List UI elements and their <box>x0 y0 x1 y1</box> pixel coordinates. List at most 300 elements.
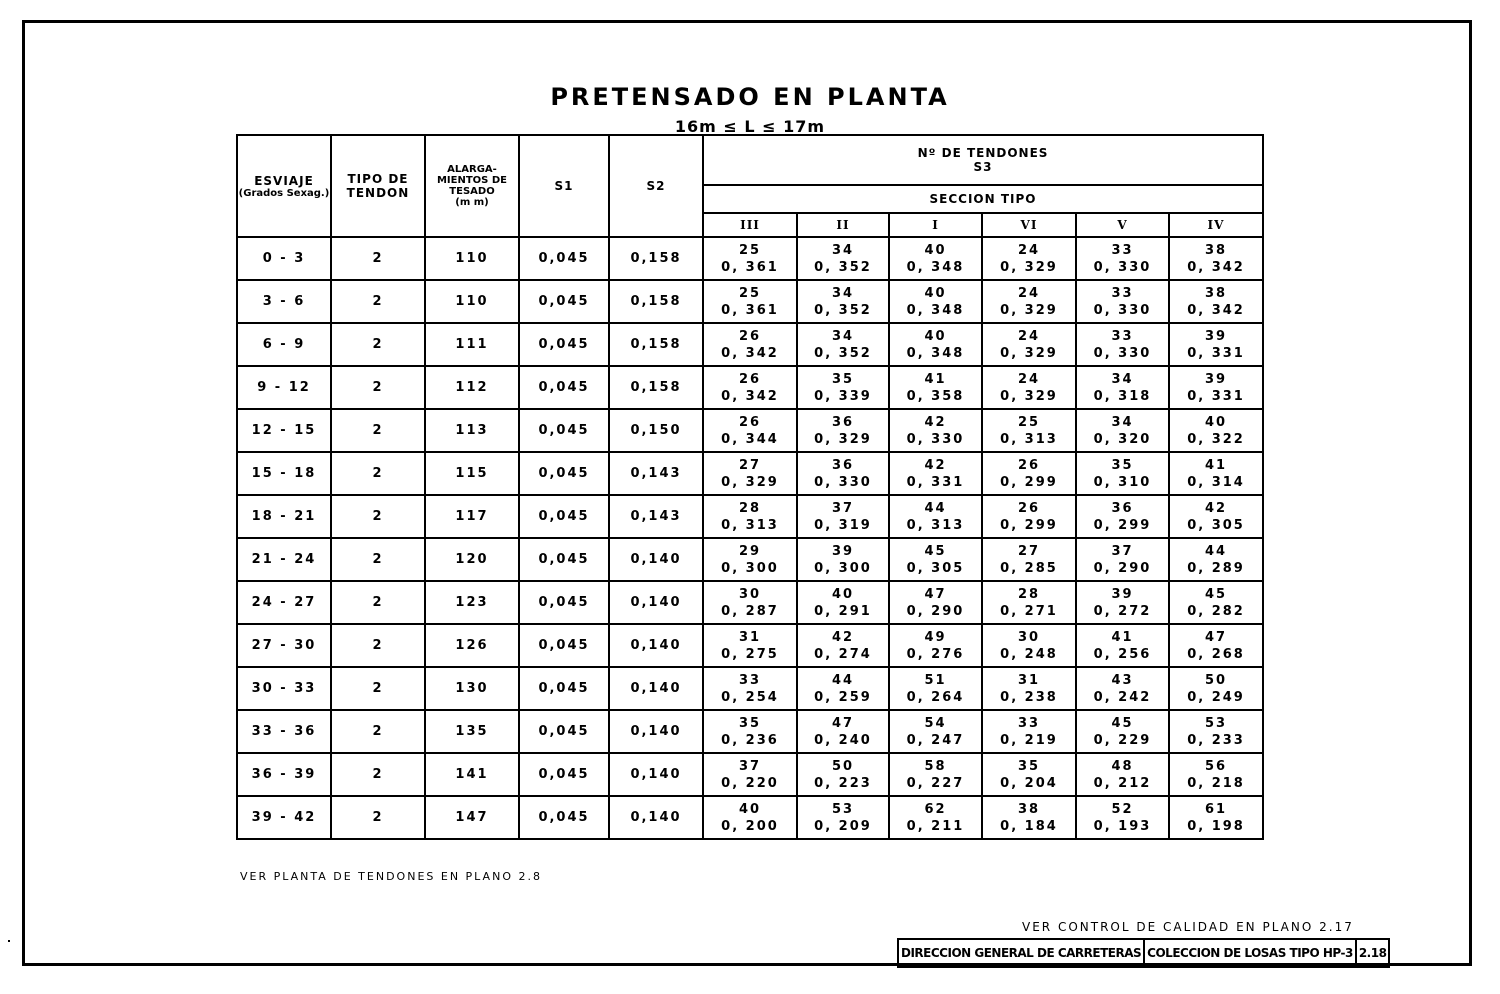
cell-tendon-section-2 <box>889 753 982 796</box>
tendon-spacing: 0, 342 <box>721 388 779 404</box>
tendon-spacing: 0, 220 <box>721 775 779 791</box>
tendon-count: 61 <box>1204 801 1228 817</box>
tendon-count: 28 <box>738 500 762 516</box>
tendon-spacing: 0, 313 <box>906 517 965 533</box>
tendon-spacing: 0, 233 <box>1187 732 1245 748</box>
header-section-1: II <box>797 213 889 237</box>
tendon-count: 30 <box>1017 629 1041 645</box>
cell-alarg: 115 <box>425 452 519 495</box>
tendon-count: 33 <box>738 672 762 688</box>
tendon-spacing: 0, 329 <box>1000 345 1058 361</box>
tendon-count: 25 <box>738 242 762 258</box>
tendon-spacing: 0, 254 <box>721 689 779 705</box>
cell-s2: 0,143 <box>609 495 703 538</box>
cell-s1: 0,045 <box>519 753 609 796</box>
cell-alarg: 117 <box>425 495 519 538</box>
table-row <box>237 280 1263 323</box>
tendon-spacing: 0, 348 <box>906 302 965 318</box>
tendon-count: 24 <box>1017 328 1041 344</box>
cell-tendon-section-0 <box>703 796 797 839</box>
header-esviaje-label: ESVIAJE <box>254 173 314 188</box>
tendon-count: 36 <box>831 457 855 473</box>
cell-tendon-section-3 <box>982 280 1076 323</box>
tendon-spacing: 0, 218 <box>1187 775 1245 791</box>
cell-tendon-section-2 <box>889 323 982 366</box>
tendon-count: 47 <box>924 586 947 602</box>
tendon-count: 53 <box>831 801 855 817</box>
tendon-spacing: 0, 209 <box>814 818 872 834</box>
cell-s1: 0,045 <box>519 495 609 538</box>
tendon-spacing: 0, 331 <box>906 474 965 490</box>
cell-tendon-section-5 <box>1169 538 1263 581</box>
tendon-spacing: 0, 352 <box>814 345 872 361</box>
tendon-count: 35 <box>1017 758 1041 774</box>
header-tendones <box>703 135 1263 185</box>
tendon-spacing: 0, 331 <box>1187 388 1245 404</box>
tendon-count: 37 <box>738 758 762 774</box>
cell-tendon-section-4 <box>1076 495 1169 538</box>
tendon-count: 44 <box>831 672 855 688</box>
note-planta-tendones: VER PLANTA DE TENDONES EN PLANO 2.8 <box>240 870 542 883</box>
cell-esviaje: 0 - 3 <box>237 237 331 280</box>
tendon-spacing: 0, 275 <box>721 646 779 662</box>
tendon-count: 31 <box>1017 672 1041 688</box>
tendon-count: 26 <box>1017 457 1041 473</box>
cell-tendon-section-1 <box>797 538 889 581</box>
cell-esviaje: 24 - 27 <box>237 581 331 624</box>
header-section-0: III <box>703 213 797 237</box>
tendon-spacing: 0, 299 <box>1093 517 1152 533</box>
tendon-spacing: 0, 330 <box>1093 259 1152 275</box>
cell-tendon-section-4 <box>1076 710 1169 753</box>
cell-tipo: 2 <box>331 366 425 409</box>
header-esviaje-unit: (Grados Sexag.) <box>238 187 330 199</box>
tendon-count: 34 <box>1111 414 1134 430</box>
tendon-spacing: 0, 329 <box>721 474 779 490</box>
tendon-spacing: 0, 184 <box>1000 818 1058 834</box>
cell-tendon-section-0 <box>703 581 797 624</box>
tendon-count: 39 <box>1204 328 1228 344</box>
table-row <box>237 409 1263 452</box>
cell-s1: 0,045 <box>519 280 609 323</box>
tendon-spacing: 0, 310 <box>1093 474 1152 490</box>
cell-tendon-section-1 <box>797 710 889 753</box>
cell-tendon-section-2 <box>889 452 982 495</box>
tendon-count: 34 <box>1111 371 1134 387</box>
table-row <box>237 624 1263 667</box>
cell-tendon-section-5 <box>1169 452 1263 495</box>
tendon-count: 43 <box>1111 672 1134 688</box>
tendon-spacing: 0, 198 <box>1187 818 1245 834</box>
tendon-count: 38 <box>1204 242 1228 258</box>
cell-tendon-section-1 <box>797 581 889 624</box>
cell-tendon-section-2 <box>889 538 982 581</box>
table-row <box>237 237 1263 280</box>
table-row <box>237 538 1263 581</box>
tendon-count: 33 <box>1111 328 1134 344</box>
tendon-count: 53 <box>1204 715 1228 731</box>
tendon-count: 54 <box>924 715 947 731</box>
cell-tendon-section-0 <box>703 710 797 753</box>
tendon-spacing: 0, 313 <box>721 517 779 533</box>
tendon-count: 27 <box>1017 543 1041 559</box>
cell-s2: 0,158 <box>609 237 703 280</box>
cell-s1: 0,045 <box>519 624 609 667</box>
cell-tendon-section-0 <box>703 624 797 667</box>
tendon-spacing: 0, 314 <box>1187 474 1245 490</box>
tendon-count: 42 <box>924 414 947 430</box>
tendon-count: 25 <box>1017 414 1041 430</box>
tendon-count: 28 <box>1017 586 1041 602</box>
tendon-spacing: 0, 290 <box>906 603 965 619</box>
table-row <box>237 452 1263 495</box>
cell-s1: 0,045 <box>519 409 609 452</box>
cell-s1: 0,045 <box>519 452 609 495</box>
tendon-spacing: 0, 271 <box>1000 603 1058 619</box>
tendon-count: 34 <box>831 242 855 258</box>
tendon-count: 62 <box>924 801 947 817</box>
tendon-spacing: 0, 219 <box>1000 732 1058 748</box>
cell-tendon-section-3 <box>982 581 1076 624</box>
tendon-spacing: 0, 204 <box>1000 775 1058 791</box>
tendon-count: 26 <box>738 328 762 344</box>
cell-tipo: 2 <box>331 796 425 839</box>
tendon-spacing: 0, 242 <box>1093 689 1152 705</box>
cell-tendon-section-4 <box>1076 323 1169 366</box>
tendon-count: 37 <box>1111 543 1134 559</box>
cell-tendon-section-5 <box>1169 409 1263 452</box>
tendon-count: 35 <box>1111 457 1134 473</box>
tendon-count: 24 <box>1017 242 1041 258</box>
cell-tipo: 2 <box>331 753 425 796</box>
cell-tendon-section-4 <box>1076 796 1169 839</box>
header-section-3: VI <box>982 213 1076 237</box>
cell-tendon-section-3 <box>982 452 1076 495</box>
cell-tendon-section-5 <box>1169 624 1263 667</box>
tendon-spacing: 0, 227 <box>906 775 965 791</box>
cell-tendon-section-3 <box>982 237 1076 280</box>
cell-s2: 0,158 <box>609 366 703 409</box>
cell-s1: 0,045 <box>519 323 609 366</box>
cell-s2: 0,158 <box>609 323 703 366</box>
tendon-spacing: 0, 282 <box>1187 603 1245 619</box>
tendon-spacing: 0, 229 <box>1093 732 1152 748</box>
cell-tendon-section-5 <box>1169 581 1263 624</box>
cell-tendon-section-1 <box>797 237 889 280</box>
tendon-spacing: 0, 329 <box>1000 259 1058 275</box>
header-s1: S1 <box>519 135 609 237</box>
tendon-spacing: 0, 290 <box>1093 560 1152 576</box>
tendon-count: 39 <box>831 543 855 559</box>
tendon-spacing: 0, 322 <box>1187 431 1245 447</box>
cell-tendon-section-3 <box>982 796 1076 839</box>
tendon-count: 49 <box>924 629 947 645</box>
tendon-spacing: 0, 212 <box>1093 775 1152 791</box>
cell-tendon-section-3 <box>982 710 1076 753</box>
cell-tendon-section-4 <box>1076 280 1169 323</box>
cell-tendon-section-3 <box>982 495 1076 538</box>
cell-s2: 0,158 <box>609 280 703 323</box>
page-subtitle: 16m ≤ L ≤ 17m <box>674 117 826 136</box>
tendon-count: 39 <box>1204 371 1228 387</box>
tendon-count: 24 <box>1017 371 1041 387</box>
cell-tendon-section-2 <box>889 366 982 409</box>
cell-tendon-section-2 <box>889 237 982 280</box>
tendon-count: 47 <box>1204 629 1228 645</box>
cell-tipo: 2 <box>331 710 425 753</box>
tendon-spacing: 0, 240 <box>814 732 872 748</box>
tendon-count: 36 <box>1111 500 1134 516</box>
tendon-spacing: 0, 264 <box>906 689 965 705</box>
tendon-count: 36 <box>831 414 855 430</box>
tendon-spacing: 0, 348 <box>906 259 965 275</box>
tendon-count: 35 <box>738 715 762 731</box>
cell-tendon-section-5 <box>1169 323 1263 366</box>
tendon-spacing: 0, 339 <box>814 388 872 404</box>
cell-tendon-section-0 <box>703 323 797 366</box>
header-tendones-label: Nº DE TENDONES <box>917 146 1049 160</box>
cell-tendon-section-1 <box>797 495 889 538</box>
cell-tipo: 2 <box>331 581 425 624</box>
tendon-count: 47 <box>831 715 855 731</box>
cell-tendon-section-2 <box>889 280 982 323</box>
tendon-spacing: 0, 276 <box>906 646 965 662</box>
cell-alarg: 110 <box>425 237 519 280</box>
tendon-spacing: 0, 330 <box>1093 302 1152 318</box>
tendon-spacing: 0, 342 <box>1187 259 1245 275</box>
cell-tendon-section-0 <box>703 495 797 538</box>
tendon-count: 44 <box>924 500 947 516</box>
tendon-spacing: 0, 329 <box>1000 388 1058 404</box>
cell-tendon-section-5 <box>1169 495 1263 538</box>
cell-tendon-section-1 <box>797 452 889 495</box>
tendon-spacing: 0, 330 <box>1093 345 1152 361</box>
cell-tendon-section-3 <box>982 753 1076 796</box>
tendon-spacing: 0, 305 <box>906 560 965 576</box>
cell-s1: 0,045 <box>519 538 609 581</box>
cell-esviaje: 6 - 9 <box>237 323 331 366</box>
tendon-spacing: 0, 358 <box>906 388 965 404</box>
cell-tendon-section-0 <box>703 753 797 796</box>
table-row <box>237 710 1263 753</box>
page-title: PRETENSADO EN PLANTA <box>550 83 950 111</box>
tendon-count: 24 <box>1017 285 1041 301</box>
cell-tendon-section-2 <box>889 624 982 667</box>
tendon-spacing: 0, 313 <box>1000 431 1058 447</box>
cell-tendon-section-5 <box>1169 237 1263 280</box>
cell-esviaje: 9 - 12 <box>237 366 331 409</box>
header-tipo: TIPO DE TENDON <box>331 135 425 237</box>
cell-tendon-section-2 <box>889 710 982 753</box>
tendon-count: 58 <box>924 758 947 774</box>
cell-tendon-section-2 <box>889 495 982 538</box>
tendon-spacing: 0, 305 <box>1187 517 1245 533</box>
tendon-count: 40 <box>924 328 947 344</box>
cell-tendon-section-2 <box>889 796 982 839</box>
header-alarg-label: ALARGA- MIENTOS DE TESADO <box>436 164 507 197</box>
tendon-count: 42 <box>831 629 855 645</box>
cell-tendon-section-5 <box>1169 280 1263 323</box>
cell-s2: 0,143 <box>609 452 703 495</box>
cell-tipo: 2 <box>331 452 425 495</box>
cell-alarg: 113 <box>425 409 519 452</box>
cell-tendon-section-0 <box>703 538 797 581</box>
cell-tendon-section-0 <box>703 452 797 495</box>
cell-alarg: 147 <box>425 796 519 839</box>
tendon-spacing: 0, 211 <box>906 818 965 834</box>
tendon-spacing: 0, 348 <box>906 345 965 361</box>
title-block-collection: COLECCION DE LOSAS TIPO HP-3 <box>1145 940 1357 966</box>
tendon-count: 45 <box>924 543 947 559</box>
tendon-count: 50 <box>831 758 855 774</box>
cell-tendon-section-4 <box>1076 581 1169 624</box>
tendon-spacing: 0, 342 <box>721 345 779 361</box>
tendon-count: 40 <box>1204 414 1228 430</box>
cell-tendon-section-4 <box>1076 452 1169 495</box>
tendon-count: 25 <box>738 285 762 301</box>
cell-esviaje: 33 - 36 <box>237 710 331 753</box>
cell-tendon-section-3 <box>982 409 1076 452</box>
table-row <box>237 581 1263 624</box>
header-section-5: IV <box>1169 213 1263 237</box>
title-block-org: DIRECCION GENERAL DE CARRETERAS <box>899 940 1145 966</box>
cell-tendon-section-4 <box>1076 237 1169 280</box>
cell-tendon-section-1 <box>797 280 889 323</box>
cell-alarg: 120 <box>425 538 519 581</box>
tendon-count: 50 <box>1204 672 1228 688</box>
tendon-spacing: 0, 256 <box>1093 646 1152 662</box>
header-esviaje <box>237 135 331 237</box>
stray-mark <box>8 940 10 942</box>
tendon-count: 37 <box>831 500 855 516</box>
tendon-count: 41 <box>1204 457 1228 473</box>
tendon-count: 26 <box>1017 500 1041 516</box>
cell-s2: 0,140 <box>609 796 703 839</box>
cell-tendon-section-2 <box>889 667 982 710</box>
cell-tendon-section-1 <box>797 753 889 796</box>
cell-tendon-section-5 <box>1169 753 1263 796</box>
tendon-count: 44 <box>1204 543 1228 559</box>
tendon-spacing: 0, 268 <box>1187 646 1245 662</box>
tendon-count: 40 <box>738 801 762 817</box>
tendon-spacing: 0, 274 <box>814 646 872 662</box>
cell-esviaje: 15 - 18 <box>237 452 331 495</box>
cell-esviaje: 18 - 21 <box>237 495 331 538</box>
tendon-count: 38 <box>1204 285 1228 301</box>
cell-s2: 0,140 <box>609 538 703 581</box>
tendon-count: 33 <box>1111 242 1134 258</box>
cell-tendon-section-4 <box>1076 753 1169 796</box>
header-s2: S2 <box>609 135 703 237</box>
tendon-spacing: 0, 342 <box>1187 302 1245 318</box>
cell-tendon-section-2 <box>889 409 982 452</box>
cell-tipo: 2 <box>331 409 425 452</box>
cell-s2: 0,140 <box>609 710 703 753</box>
tendon-spacing: 0, 238 <box>1000 689 1058 705</box>
cell-tendon-section-3 <box>982 366 1076 409</box>
cell-esviaje: 27 - 30 <box>237 624 331 667</box>
title-block-sheet: 2.18 <box>1358 946 1387 960</box>
cell-s2: 0,140 <box>609 624 703 667</box>
cell-esviaje: 21 - 24 <box>237 538 331 581</box>
header-s3: S3 <box>973 160 993 174</box>
tendon-count: 42 <box>1204 500 1228 516</box>
tendon-spacing: 0, 361 <box>721 259 779 275</box>
tendon-count: 34 <box>831 285 855 301</box>
tendon-count: 42 <box>924 457 947 473</box>
tendon-count: 45 <box>1111 715 1134 731</box>
tendon-spacing: 0, 352 <box>814 259 872 275</box>
cell-tendon-section-5 <box>1169 667 1263 710</box>
tendon-spacing: 0, 272 <box>1093 603 1152 619</box>
cell-s2: 0,140 <box>609 753 703 796</box>
cell-tendon-section-3 <box>982 538 1076 581</box>
cell-s2: 0,150 <box>609 409 703 452</box>
cell-tendon-section-4 <box>1076 624 1169 667</box>
tendon-spacing: 0, 330 <box>906 431 965 447</box>
table-row <box>237 753 1263 796</box>
cell-alarg: 126 <box>425 624 519 667</box>
cell-alarg: 135 <box>425 710 519 753</box>
cell-s2: 0,140 <box>609 581 703 624</box>
tendon-spacing: 0, 248 <box>1000 646 1058 662</box>
cell-tipo: 2 <box>331 495 425 538</box>
tendon-count: 31 <box>738 629 762 645</box>
cell-tendon-section-0 <box>703 280 797 323</box>
cell-s1: 0,045 <box>519 366 609 409</box>
cell-tendon-section-1 <box>797 624 889 667</box>
cell-tipo: 2 <box>331 667 425 710</box>
cell-s1: 0,045 <box>519 667 609 710</box>
cell-tendon-section-4 <box>1076 409 1169 452</box>
tendon-count: 45 <box>1204 586 1228 602</box>
tendon-count: 40 <box>924 242 947 258</box>
cell-tendon-section-5 <box>1169 710 1263 753</box>
cell-esviaje: 3 - 6 <box>237 280 331 323</box>
tendon-count: 33 <box>1017 715 1041 731</box>
tendon-spacing: 0, 249 <box>1187 689 1245 705</box>
header-alarg-unit: (m m) <box>455 197 489 208</box>
cell-alarg: 112 <box>425 366 519 409</box>
tendon-spacing: 0, 320 <box>1093 431 1152 447</box>
tendon-spacing: 0, 259 <box>814 689 872 705</box>
tendon-spacing: 0, 299 <box>1000 517 1058 533</box>
cell-tendon-section-1 <box>797 667 889 710</box>
tendon-spacing: 0, 330 <box>814 474 872 490</box>
cell-tendon-section-3 <box>982 624 1076 667</box>
cell-tipo: 2 <box>331 538 425 581</box>
cell-esviaje: 36 - 39 <box>237 753 331 796</box>
tendon-count: 40 <box>831 586 855 602</box>
header-section-4: V <box>1076 213 1169 237</box>
tendon-spacing: 0, 352 <box>814 302 872 318</box>
cell-tendon-section-0 <box>703 237 797 280</box>
cell-alarg: 111 <box>425 323 519 366</box>
tendon-spacing: 0, 285 <box>1000 560 1058 576</box>
tendon-spacing: 0, 287 <box>721 603 779 619</box>
tendon-count: 27 <box>738 457 762 473</box>
header-section-2: I <box>889 213 982 237</box>
tendon-count: 39 <box>1111 586 1134 602</box>
tendon-count: 41 <box>1111 629 1134 645</box>
tendon-count: 29 <box>738 543 762 559</box>
table-row <box>237 495 1263 538</box>
tendon-count: 52 <box>1111 801 1134 817</box>
cell-tendon-section-3 <box>982 667 1076 710</box>
cell-tendon-section-0 <box>703 409 797 452</box>
tendon-spacing: 0, 193 <box>1093 818 1152 834</box>
cell-tipo: 2 <box>331 280 425 323</box>
